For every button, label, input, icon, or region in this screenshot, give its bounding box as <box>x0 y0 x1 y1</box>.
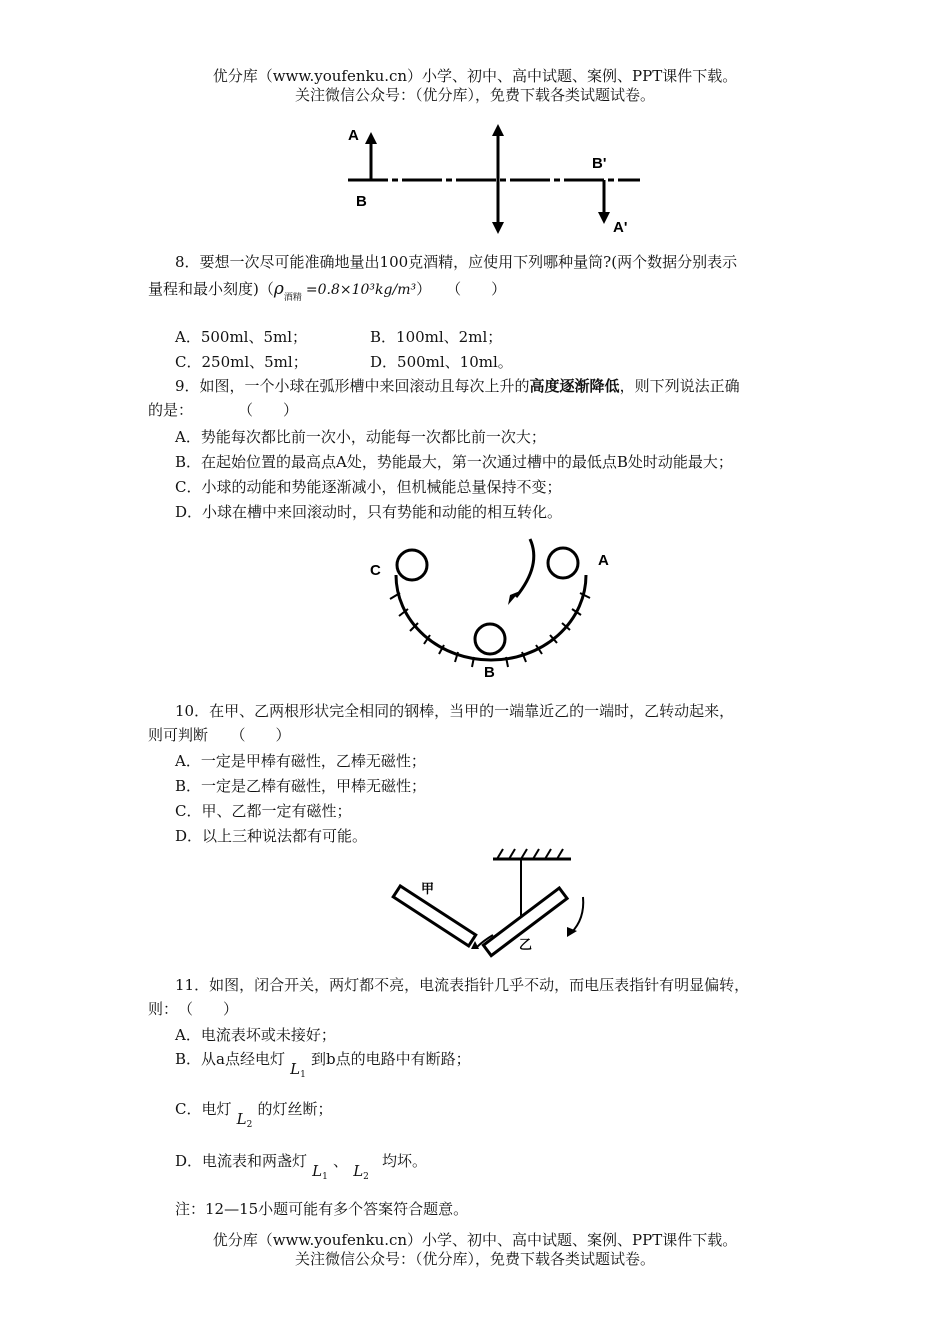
q10-option-a: A．一定是甲棒有磁性，乙棒无磁性； <box>175 752 426 770</box>
steel-rods-diagram <box>385 845 605 965</box>
q11-stem-line1: 11．如图，闭合开关，两灯都不亮，电流表指针几乎不动，而电压表指针有明显偏转， <box>175 976 750 994</box>
q10-stem-line2: 则可判断 （ ） <box>148 726 291 744</box>
label-yi: 乙 <box>519 937 533 952</box>
q10-option-d: D．以上三种说法都有可能。 <box>175 827 368 845</box>
footer-line-1: 优分库（www.youfenku.cn）小学、初中、高中试题、案例、PPT课件下载。 <box>212 1231 738 1249</box>
q8-stem-line2: 量程和最小刻度)$(\rho_{酒精} =0.8\times 10^3kg/m^3)$ （ ） <box>148 279 507 303</box>
q8-option-b: B．100ml、2ml； <box>370 328 503 346</box>
label-jia: 甲 <box>421 881 435 896</box>
q9-option-d: D．小球在槽中来回滚动时，只有势能和动能的相互转化。 <box>175 503 563 521</box>
q8-option-d: D．500ml、10ml。 <box>370 353 513 371</box>
footer-line-2: 关注微信公众号：（优分库），免费下载各类试题试卷。 <box>294 1250 655 1268</box>
note: 注：12—15小题可能有多个答案符合题意。 <box>175 1200 469 1218</box>
header-line-1: 优分库（www.youfenku.cn）小学、初中、高中试题、案例、PPT课件下载。 <box>212 67 738 85</box>
label-b-prime: B' <box>592 155 607 172</box>
label-b: B <box>484 664 495 681</box>
q9-option-a: A．势能每次都比前一次小，动能每一次都比前一次大； <box>175 428 546 446</box>
q11-option-c: C．电灯$L_2$的灯丝断； <box>175 1100 333 1130</box>
q9-stem-line2: 的是： （ ） <box>148 401 299 419</box>
q10-option-c: C．甲、乙都一定有磁性； <box>175 802 352 820</box>
q11-stem-line2: 则： （ ） <box>148 1000 239 1018</box>
q9-option-c: C．小球的动能和势能逐渐减小，但机械能总量保持不变； <box>175 478 562 496</box>
q11-option-b: B．从a点经电灯$L_1$到b点的电路中有断路； <box>175 1050 471 1080</box>
q8-option-c: C．250ml、5ml； <box>175 353 308 371</box>
label-b: B <box>356 193 367 210</box>
q11-option-d: D．电流表和两盏灯$L_1$、$L_2$均坏。 <box>175 1152 428 1182</box>
arc-trough-diagram <box>360 535 620 685</box>
label-a: A <box>598 552 609 569</box>
label-c: C <box>370 562 381 579</box>
q8-option-a: A．500ml、5ml； <box>175 328 308 346</box>
label-a: A <box>348 127 359 144</box>
q10-stem-line1: 10．在甲、乙两根形状完全相同的钢棒，当甲的一端靠近乙的一端时，乙转动起来， <box>175 702 735 720</box>
q9-option-b: B．在起始位置的最高点A处，势能最大，第一次通过槽中的最低点B处时动能最大； <box>175 453 733 471</box>
q8-stem-line1: 8．要想一次尽可能准确地量出100克酒精，应使用下列哪种量筒?(两个数据分别表示 <box>175 253 738 271</box>
label-a-prime: A' <box>613 219 628 236</box>
lens-diagram <box>340 120 650 240</box>
q9-stem-line1: 9．如图，一个小球在弧形槽中来回滚动且每次上升的高度逐渐降低，则下列说法正确 <box>175 377 740 395</box>
q11-option-a: A．电流表坏或未接好； <box>175 1026 336 1044</box>
header-line-2: 关注微信公众号：（优分库），免费下载各类试题试卷。 <box>294 86 655 104</box>
q10-option-b: B．一定是乙棒有磁性，甲棒无磁性； <box>175 777 427 795</box>
